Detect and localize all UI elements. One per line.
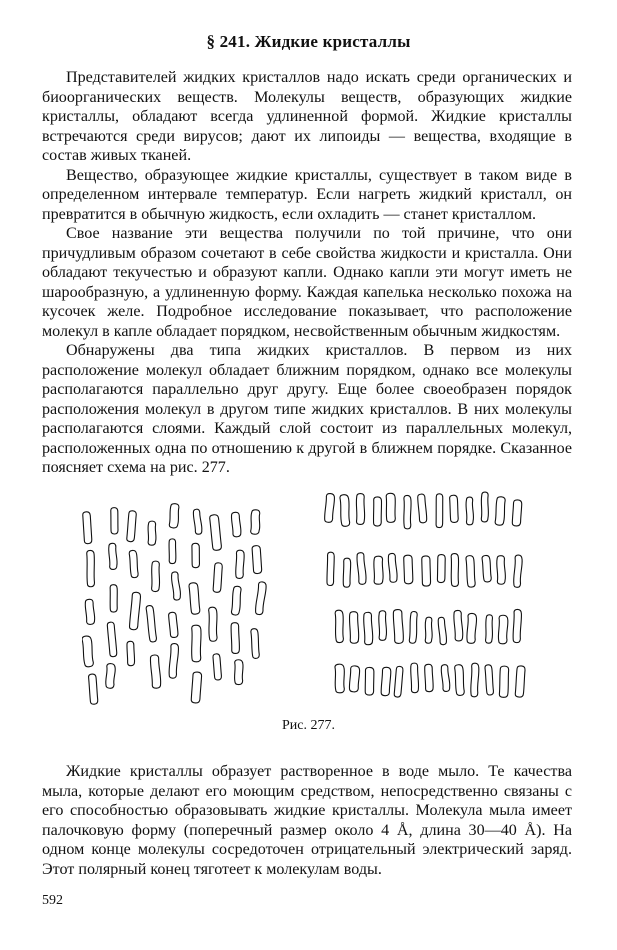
molecule xyxy=(373,497,381,526)
molecule xyxy=(513,609,522,642)
molecule xyxy=(481,492,489,522)
molecule xyxy=(393,609,404,643)
molecule xyxy=(417,494,427,523)
figure-caption: Рис. 277. xyxy=(282,718,335,733)
nematic-arrangement xyxy=(82,503,267,704)
molecule xyxy=(499,666,509,698)
molecule xyxy=(129,550,139,578)
molecule xyxy=(471,663,479,697)
molecule xyxy=(339,494,350,526)
molecule xyxy=(394,666,403,697)
molecule xyxy=(231,623,240,654)
paragraph-4: Обнаружены два типа жидких кристаллов. В первом из них расположение молекул обладает ближним порядком, однако все молекулы располагаются параллельно друг другу. Еще более своеобразен порядок расположения молекул в другом типе жидких кристаллов. В них молекулы располагаются слоями. Каждый слой состоит из параллельных молекул, расположенных одна по отношению к другой в ближнем порядке. Сказанное поясняет схема на рис. 277. xyxy=(42,342,572,476)
molecule xyxy=(192,543,200,568)
molecule xyxy=(327,552,335,585)
body-text-top xyxy=(42,68,572,478)
molecule xyxy=(191,672,202,704)
molecule xyxy=(250,510,261,535)
molecule xyxy=(357,552,367,584)
molecule xyxy=(466,497,474,525)
paragraph-5: Жидкие кристаллы образует растворенное в воде мыло. Те качества мыла, которые делают его моющим средством, непосредственно связаны с его способностью образовывать жидкие кристаллы. Молекула мыла имеет палочковую форму (поперечный размер около 4 Å, длина 30—40 Å). На одном конце молекулы сосредоточен отрицательный электрический заряд. Этот полярный конец тяготеет к молекулам воды. xyxy=(42,763,572,878)
molecule xyxy=(127,641,135,666)
molecule xyxy=(379,611,387,641)
molecule xyxy=(422,556,431,586)
molecule xyxy=(386,493,396,522)
molecule xyxy=(404,495,412,528)
molecule xyxy=(107,622,117,657)
molecule xyxy=(324,493,335,522)
molecule xyxy=(150,655,161,689)
molecule xyxy=(213,563,223,593)
molecule xyxy=(148,521,157,545)
molecule xyxy=(169,503,180,528)
molecule xyxy=(404,555,413,584)
molecule xyxy=(85,599,95,625)
molecule xyxy=(231,512,241,537)
molecule xyxy=(234,660,243,685)
molecule xyxy=(236,550,245,578)
molecule xyxy=(82,636,94,668)
molecule xyxy=(105,663,115,688)
molecule xyxy=(191,625,201,662)
molecule xyxy=(497,556,506,585)
molecule xyxy=(169,539,176,564)
molecule xyxy=(127,511,137,542)
molecule xyxy=(454,664,465,695)
molecule xyxy=(437,554,445,582)
smectic-arrangement xyxy=(324,492,525,698)
molecule xyxy=(110,585,117,612)
paragraph-1: Представителей жидких кристаллов надо искать среди органических и биоорганических веществ. Молекулы веществ, образующих жидкие кристаллы, обладают всегда удлиненной формой. Жидкие кристаллы встречаются среди вирусов; дают их липоиды — вещества, входящие в состав живых тканей. xyxy=(42,69,572,164)
molecule xyxy=(255,581,267,615)
molecule xyxy=(334,664,345,693)
molecule xyxy=(108,543,117,569)
molecule xyxy=(356,494,365,525)
molecule xyxy=(213,654,222,681)
molecule xyxy=(86,550,94,586)
page-number: 592 xyxy=(42,893,63,908)
molecule xyxy=(513,555,522,588)
molecule xyxy=(193,509,203,535)
molecule xyxy=(209,514,221,550)
molecule xyxy=(374,556,384,584)
molecule xyxy=(485,615,493,644)
molecule-diagram xyxy=(82,488,552,708)
molecule xyxy=(349,612,359,644)
molecule xyxy=(363,612,372,645)
molecule xyxy=(365,667,374,695)
molecule xyxy=(436,494,443,528)
molecule xyxy=(425,617,433,643)
molecule xyxy=(466,555,476,587)
molecule xyxy=(485,665,494,696)
molecule xyxy=(451,553,459,586)
molecule xyxy=(129,592,141,630)
molecule xyxy=(441,664,450,691)
molecule xyxy=(231,586,242,616)
molecule xyxy=(146,605,157,642)
molecule xyxy=(83,512,92,544)
molecule xyxy=(343,558,351,587)
molecule xyxy=(168,612,178,638)
body-text-bottom xyxy=(42,762,572,879)
molecule xyxy=(512,500,522,526)
molecule xyxy=(449,495,458,523)
molecule xyxy=(335,610,344,643)
molecule xyxy=(88,674,98,705)
molecule xyxy=(482,555,492,582)
molecule xyxy=(388,553,398,582)
molecule xyxy=(467,613,477,643)
molecule xyxy=(409,611,418,643)
molecule xyxy=(151,561,160,592)
figure-277 xyxy=(82,488,552,708)
molecule xyxy=(169,643,179,678)
molecule xyxy=(438,617,447,645)
paragraph-3: Свое название эти вещества получили по той причине, что они причудливым образом сочетают в себе свойства жидкости и кристалла. Они обладают текучестью и образуют капли. Однако капли эти могут иметь не шарообразную, а удлиненную форму. Каждая капелька несколько похожа на кусочек желе. Подробное исследование показывает, что расположение молекул в капле обладает порядком, несвойственным обычным жидкостям. xyxy=(42,225,572,340)
paragraph-2: Вещество, образующее жидкие кристаллы, существует в таком виде в определенном интервале температур. Если нагреть жидкий кристалл, он превратится в обычную жидкость, если охладить — станет кристаллом. xyxy=(42,166,572,223)
molecule xyxy=(424,664,433,692)
section-heading: § 241. Жидкие кристаллы xyxy=(206,32,411,51)
molecule xyxy=(515,666,526,698)
molecule xyxy=(498,615,508,644)
molecule xyxy=(189,582,201,614)
molecule xyxy=(208,607,218,641)
molecule xyxy=(495,496,506,525)
molecule xyxy=(349,666,360,693)
molecule xyxy=(251,628,260,658)
molecule xyxy=(171,572,181,601)
molecule xyxy=(411,663,419,693)
molecule xyxy=(381,667,391,696)
molecule xyxy=(454,610,464,641)
molecule xyxy=(111,508,118,534)
molecule xyxy=(252,545,262,573)
